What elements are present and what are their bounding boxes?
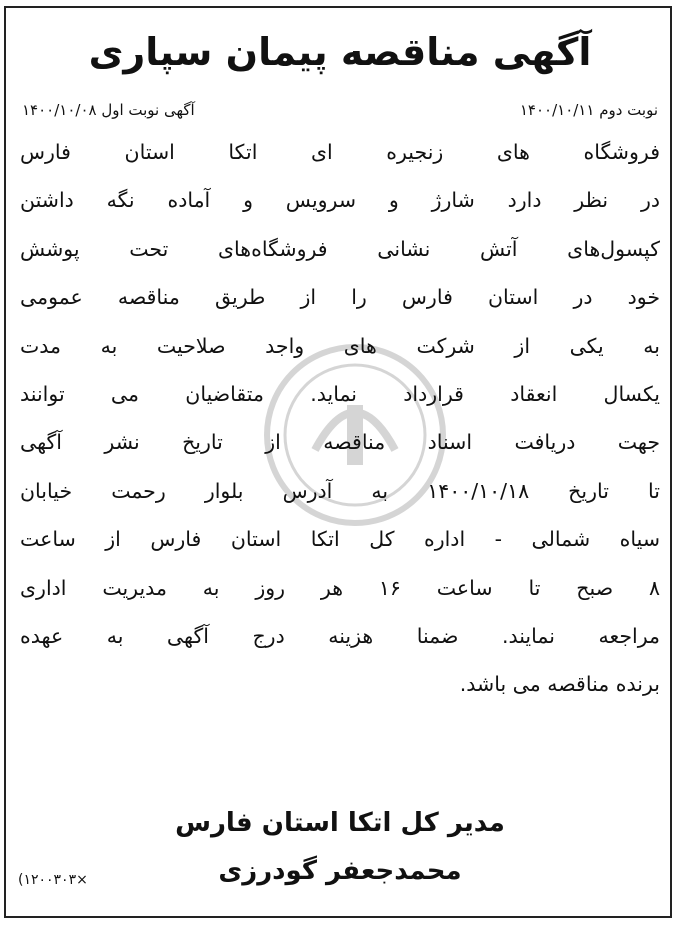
notice-body	[20, 128, 660, 709]
body-line: به یکی از شرکت های واجد صلاحیت به مدت	[20, 333, 660, 358]
first-publication-label: آگهی نوبت اول ۱۴۰۰/۱۰/۰۸	[22, 101, 195, 119]
body-line: فروشگاه های زنجیره ای اتکا استان فارس	[20, 140, 660, 164]
body-line: مراجعه نمایند. ضمنا هزینه درج آگهی به عهده	[20, 623, 660, 648]
signature-title: مدیر کل اتکا استان فارس	[175, 808, 505, 838]
notice-title: آگهی مناقصه پیمان سپاری	[88, 30, 592, 74]
body-line: یکسال انعقاد قرارداد نماید. متقاضیان می توانند	[20, 381, 660, 406]
publication-dates	[22, 98, 658, 122]
body-line: سیاه شمالی - اداره کل اتکا استان فارس از ساعت	[20, 527, 660, 552]
reference-code: (۱۲۰۰۳۰۳×	[18, 872, 88, 888]
signature-name: محمدجعفر گودرزی	[218, 856, 462, 886]
body-line: خود در استان فارس را از طریق مناقصه عمومی	[20, 285, 660, 310]
body-line: جهت دریافت اسناد مناقصه از تاریخ نشر آگهی	[20, 430, 660, 455]
body-line: تا تاریخ ۱۴۰۰/۱۰/۱۸ به آدرس بلوار رحمت خیابان	[20, 478, 660, 503]
first-publication-date	[22, 101, 195, 119]
body-line: در نظر دارد شارژ و سرویس و آماده نگه داشتن	[20, 188, 660, 213]
body-line: برنده مناقصه می باشد.	[459, 672, 660, 697]
second-publication-date	[520, 101, 658, 119]
body-line: کپسول‌های آتش نشانی فروشگاه‌های تحت پوشش	[20, 236, 660, 261]
body-line: ۸ صبح تا ساعت ۱۶ هر روز به مدیریت اداری	[20, 575, 660, 600]
second-publication-label: نوبت دوم ۱۴۰۰/۱۰/۱۱	[519, 101, 658, 119]
